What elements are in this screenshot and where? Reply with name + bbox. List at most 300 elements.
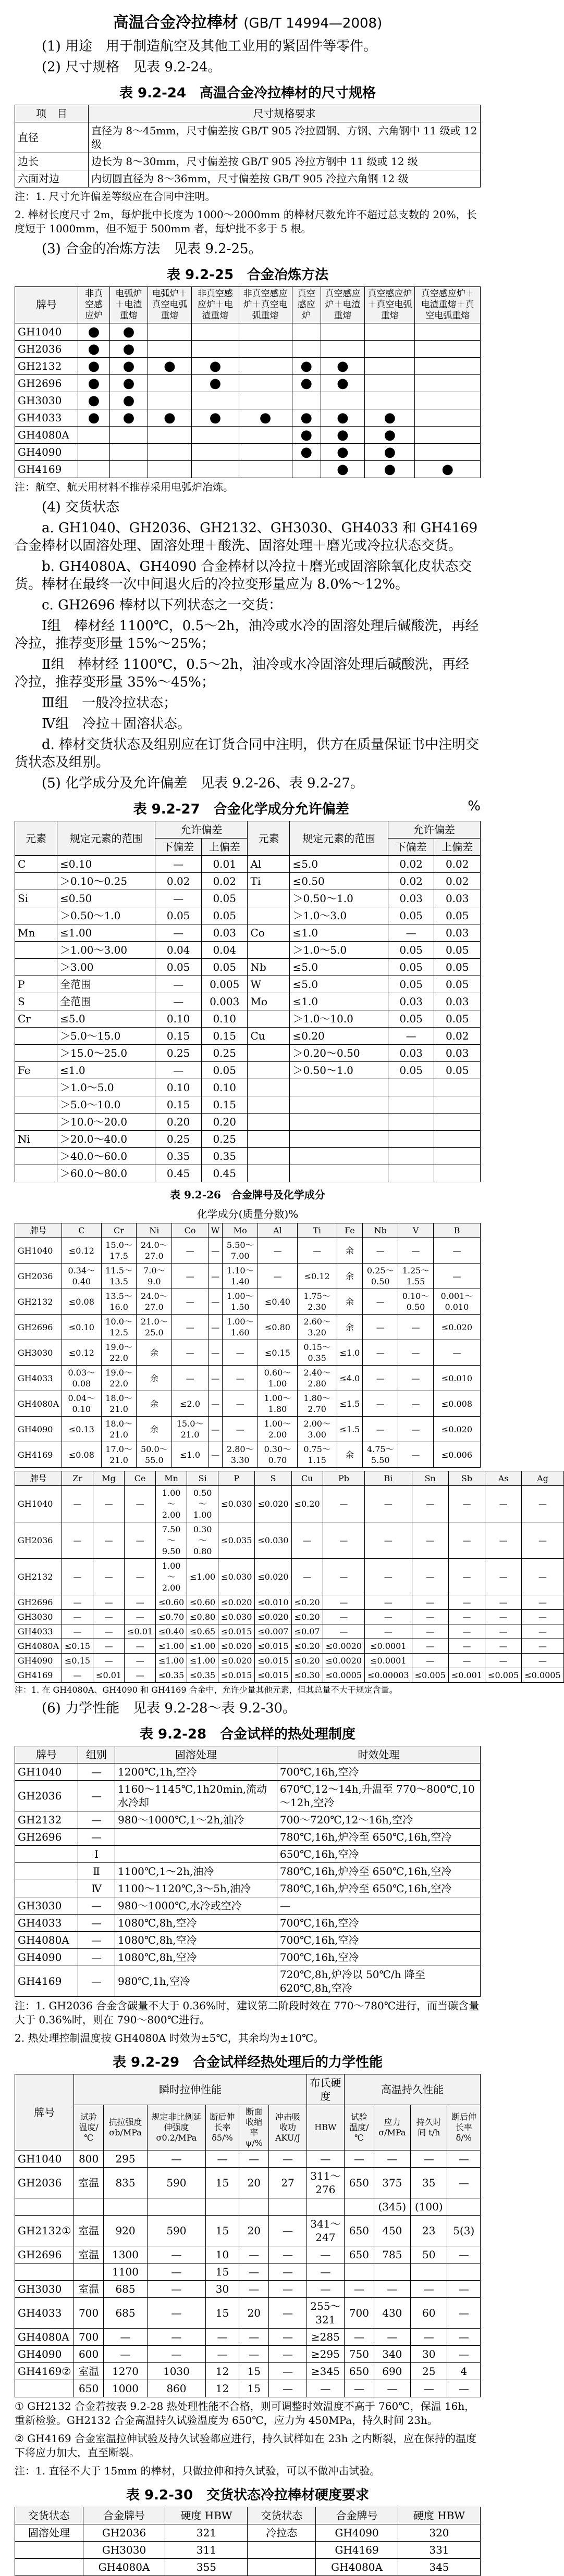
- table-cell: 750: [345, 2346, 374, 2363]
- table-cell: ＞0.50～1.0: [290, 1062, 388, 1079]
- dot-mark: ●: [148, 358, 191, 375]
- table-cell: ≤0.15: [62, 1654, 93, 1668]
- table-row: [15, 942, 481, 959]
- table-cell: 直径: [15, 122, 89, 153]
- table-row: [15, 1079, 481, 1096]
- table-cell: [239, 461, 292, 478]
- table-cell: ≤0.0001: [365, 1639, 412, 1654]
- table-cell: Ni: [15, 1131, 57, 1148]
- table-cell: ≤0.015: [255, 1639, 291, 1654]
- table-row: [15, 2298, 481, 2329]
- table-cell: [148, 341, 191, 358]
- table-cell: —: [78, 1966, 115, 1997]
- table-cell: ＞5.0～15.0: [57, 1028, 155, 1045]
- table-cell: 0.05: [388, 907, 434, 924]
- table-cell: 12: [205, 2380, 239, 2397]
- table-cell: —: [447, 2168, 481, 2198]
- table-row: [15, 1781, 481, 1811]
- table-row: [15, 1010, 481, 1028]
- table-cell: [15, 959, 57, 976]
- table-row: [15, 1915, 481, 1932]
- table-cell: —: [125, 1639, 156, 1654]
- table-cell: 1160～1145℃,1h20min,流动水冷却: [115, 1781, 277, 1811]
- table-cell: [248, 1062, 290, 1079]
- table-cell: —: [388, 1028, 434, 1045]
- table-cell: GH2132: [15, 1559, 62, 1595]
- table-cell: ≤0.50: [290, 873, 388, 890]
- table-cell: 0.02: [434, 1028, 481, 1045]
- table-cell: GH4080A: [15, 2329, 74, 2346]
- table-cell: ≤0.020: [255, 1559, 291, 1595]
- table-cell: 590: [148, 2216, 206, 2246]
- table-row: [15, 1096, 481, 1114]
- table-header: 试验温度/℃: [345, 2105, 374, 2150]
- table-cell: [434, 1131, 481, 1148]
- table-cell: 室温: [74, 2281, 104, 2298]
- table-cell: 0.04: [201, 942, 248, 959]
- dot-mark: ●: [365, 461, 415, 478]
- table-cell: 7.0～9.0: [137, 1264, 172, 1289]
- table-cell: S: [15, 993, 57, 1010]
- table-header: 硬度 HBW: [398, 2507, 480, 2524]
- table-row: [15, 1654, 564, 1668]
- table-cell: —: [374, 2281, 410, 2298]
- table-cell: —: [323, 1624, 364, 1639]
- table-header: Mg: [93, 1471, 125, 1486]
- table-cell: 0.60～1.00: [258, 1366, 298, 1391]
- table-cell: 800: [74, 2150, 104, 2168]
- table-row: [15, 1966, 481, 1997]
- table-cell: Ⅰ: [78, 1846, 115, 1863]
- table-header: 瞬时拉伸性能: [74, 2074, 306, 2105]
- table-cell: [415, 358, 481, 375]
- table-26-caption: 表 9.2-26 合金牌号及化学成分: [170, 1189, 325, 1201]
- table-cell: [415, 427, 481, 444]
- table-row: [15, 1223, 481, 1238]
- table-cell: —: [269, 2329, 306, 2346]
- table-cell: —: [269, 2298, 306, 2329]
- table-row: [15, 323, 481, 341]
- table-cell: 0.03: [388, 993, 434, 1010]
- table-cell: Ⅳ: [78, 1880, 115, 1897]
- table-cell: ≤0.0005: [522, 1668, 563, 1683]
- table-cell: 0.05: [434, 907, 481, 924]
- table-cell: [74, 2198, 104, 2216]
- table-cell: (345): [374, 2198, 410, 2216]
- table-cell: [248, 907, 290, 924]
- table-cell: ≤0.35: [156, 1668, 187, 1683]
- table-cell: 650: [345, 2246, 374, 2264]
- table-cell: 0.50～1.00: [187, 1486, 218, 1522]
- table-cell: ＞3.00: [57, 959, 155, 976]
- table-header: 牌号: [15, 1471, 62, 1486]
- table-row: [15, 2168, 481, 2198]
- table-cell: [148, 392, 191, 409]
- table-cell: [15, 1114, 57, 1131]
- table-cell: —: [363, 1391, 398, 1417]
- table-header: 冲击吸收功 AKU/J: [269, 2105, 306, 2150]
- table-header: 非真空感应炉: [78, 287, 110, 323]
- table-24: [15, 105, 481, 187]
- table-cell: —: [93, 1654, 125, 1668]
- section-4-item: Ⅰ组 棒材经 1100℃，0.5～2h，油冷或水冷的固溶处理后碱酸洗，再经冷拉，推荐变形量 15%～25%；: [15, 618, 479, 652]
- table-row: [15, 2559, 481, 2576]
- table-cell: —: [345, 2380, 374, 2397]
- table-cell: ≥285: [306, 2329, 344, 2346]
- table-cell: —: [93, 1522, 125, 1559]
- table-row: [15, 1610, 564, 1624]
- table-header: 真空感应炉＋电渣重熔＋真空电弧重熔: [415, 287, 481, 323]
- table-row: [15, 1442, 481, 1468]
- table-cell: GH4090: [15, 1949, 78, 1966]
- table-row: [15, 1165, 481, 1182]
- table-cell: ≤1.0: [290, 993, 388, 1010]
- table-cell: GH2696: [15, 2246, 74, 2264]
- table-header: 断面收缩率 ψ/%: [239, 2105, 269, 2150]
- table-cell: —: [208, 1417, 222, 1442]
- table-cell: 0.03～0.08: [62, 1366, 102, 1391]
- table-cell: —: [485, 1522, 522, 1559]
- table-cell: —: [155, 890, 202, 907]
- table-cell: 19.0～22.0: [101, 1366, 137, 1391]
- table-cell: 余: [337, 1264, 363, 1289]
- table-cell: 余: [137, 1366, 172, 1391]
- table-cell: ≤0.60: [156, 1595, 187, 1610]
- table-header: 合金牌号: [316, 2507, 398, 2524]
- table-row: [15, 1315, 481, 1340]
- table-cell: —: [433, 1264, 480, 1289]
- table-26-part-a: [15, 1223, 481, 1468]
- table-cell: —: [412, 1654, 448, 1668]
- table-cell: [415, 392, 481, 409]
- table-cell: ≤0.10: [62, 1315, 102, 1340]
- table-cell: —: [172, 1340, 209, 1366]
- table-cell: 1.80～2.70: [297, 1391, 337, 1417]
- table-cell: ≤0.20: [290, 1028, 388, 1045]
- table-cell: —: [208, 1238, 222, 1264]
- table-cell: [78, 461, 110, 478]
- table-cell: ≤1.0: [172, 1442, 209, 1468]
- table-cell: 0.15～0.35: [297, 1340, 337, 1366]
- table-cell: —: [412, 1559, 448, 1595]
- table-header: HBW: [306, 2105, 344, 2150]
- table-cell: 0.30～0.80: [187, 1522, 218, 1559]
- table-cell: —: [223, 1417, 258, 1442]
- table-cell: —: [363, 1340, 398, 1366]
- table-cell: 0.03: [201, 924, 248, 942]
- table-29-note-2: ② GH4169 合金室温拉伸试验及持久试验都应进行，持久试样如在 23h 之内断裂，应在保持的温度下将应力加大，直至断裂。: [15, 2432, 477, 2459]
- table-cell: GH2696: [15, 375, 78, 392]
- section-4-item: Ⅲ组 一般冷拉状态；: [42, 695, 177, 711]
- table-row: [15, 1559, 564, 1595]
- table-cell: —: [345, 2150, 374, 2168]
- table-cell: ≥295: [306, 2346, 344, 2363]
- table-cell: 1270: [103, 2363, 147, 2380]
- table-cell: [110, 444, 148, 461]
- table-header: W: [208, 1223, 222, 1238]
- table-30: [15, 2507, 481, 2576]
- table-cell: —: [62, 1486, 93, 1522]
- table-cell: —: [208, 1289, 222, 1315]
- table-cell: ≤0.0005: [323, 1668, 364, 1683]
- table-cell: [248, 2542, 316, 2559]
- table-cell: [292, 461, 321, 478]
- table-cell: 331: [398, 2542, 480, 2559]
- section-4-item: Ⅳ组 冷拉＋固溶状态。: [42, 716, 191, 732]
- table-cell: —: [103, 2329, 147, 2346]
- table-cell: 1.00～2.00: [258, 1417, 298, 1442]
- table-cell: [239, 2198, 269, 2216]
- dot-mark: ●: [110, 323, 148, 341]
- table-cell: 1100℃,1～2h,油冷: [115, 1863, 277, 1880]
- table-cell: 60: [410, 2298, 447, 2329]
- table-cell: [248, 890, 290, 907]
- table-cell: 7.50～9.50: [156, 1522, 187, 1559]
- table-cell: [447, 2264, 481, 2281]
- table-cell: 19.0～22.0: [101, 1340, 137, 1366]
- table-cell: —: [433, 1340, 480, 1366]
- table-cell: [15, 1846, 78, 1863]
- dot-mark: ●: [321, 375, 364, 392]
- table-row: [15, 2346, 481, 2363]
- table-cell: ≤0.020: [255, 1486, 291, 1522]
- table-cell: ≤0.08: [62, 1289, 102, 1315]
- table-cell: [248, 1096, 290, 1114]
- table-row: [15, 461, 481, 478]
- table-row: [15, 2216, 481, 2246]
- table-cell: GH2132①: [15, 2216, 74, 2246]
- table-cell: 0.05: [155, 907, 202, 924]
- table-cell: 785: [374, 2246, 410, 2264]
- table-cell: 0.15: [201, 1096, 248, 1114]
- table-cell: —: [412, 1610, 448, 1624]
- table-cell: —: [447, 2329, 481, 2346]
- table-row: [15, 1624, 564, 1639]
- table-cell: 700℃,16h,空冷: [277, 1764, 480, 1781]
- table-header: 允许偏差: [155, 821, 248, 839]
- table-cell: 700℃,16h,空冷: [277, 1915, 480, 1932]
- table-cell: [15, 1045, 57, 1062]
- table-cell: ≤1.00: [187, 1639, 218, 1654]
- table-cell: —: [522, 1654, 563, 1668]
- table-cell: ≤0.010: [433, 1366, 480, 1391]
- table-row: [15, 1366, 481, 1391]
- table-row: [15, 1764, 481, 1781]
- table-cell: —: [78, 1915, 115, 1932]
- table-cell: —: [172, 1366, 209, 1391]
- table-cell: —: [388, 924, 434, 942]
- table-cell: 650: [74, 2380, 104, 2397]
- table-row: [15, 341, 481, 358]
- table-cell: —: [522, 1624, 563, 1639]
- table-cell: 700℃,16h,空冷: [277, 1949, 480, 1966]
- table-row: [15, 2150, 481, 2168]
- table-cell: —: [522, 1595, 563, 1610]
- table-30-caption: 表 9.2-30 交货状态冷拉棒材硬度要求: [126, 2487, 370, 2503]
- table-cell: ≤5.0: [290, 959, 388, 976]
- table-26-subcaption: 化学成分(质量分数)%: [197, 1208, 299, 1220]
- table-cell: [248, 1131, 290, 1148]
- table-cell: 余: [337, 1315, 363, 1340]
- table-cell: Cr: [15, 1010, 57, 1028]
- table-cell: 余: [337, 1442, 363, 1468]
- table-cell: 15.0～17.5: [101, 1238, 137, 1264]
- table-cell: —: [291, 1522, 323, 1559]
- dot-mark: ●: [78, 375, 110, 392]
- table-cell: 0.20: [155, 1114, 202, 1131]
- table-cell: GH2036: [15, 2168, 74, 2198]
- table-cell: 15: [205, 2264, 239, 2281]
- table-cell: —: [223, 1366, 258, 1391]
- table-cell: Ⅱ: [78, 1863, 115, 1880]
- table-cell: [306, 2198, 344, 2216]
- table-row: [15, 2246, 481, 2264]
- table-cell: —: [62, 1559, 93, 1595]
- table-row: [15, 1668, 564, 1683]
- table-cell: —: [323, 1522, 364, 1559]
- table-header: Nb: [363, 1223, 398, 1238]
- table-cell: GH3030: [15, 2281, 74, 2298]
- table-header: 项 目: [15, 105, 89, 122]
- table-cell: 1.00～2.00: [156, 1559, 187, 1595]
- table-row: [15, 1264, 481, 1289]
- table-cell: GH4033: [15, 1624, 62, 1639]
- dot-mark: ●: [110, 409, 148, 427]
- table-cell: [415, 323, 481, 341]
- table-cell: 0.02: [434, 856, 481, 873]
- table-cell: 13.5～16.0: [101, 1289, 137, 1315]
- table-header: Mo: [223, 1223, 258, 1238]
- table-header: 规定非比例延伸强度 σ0.2/MPa: [148, 2105, 206, 2150]
- table-cell: 室温: [74, 2168, 104, 2198]
- table-cell: 10: [205, 2246, 239, 2264]
- table-cell: 11.5～13.5: [101, 1264, 137, 1289]
- table-cell: [248, 1114, 290, 1131]
- table-cell: [239, 444, 292, 461]
- table-row: [15, 2363, 481, 2380]
- table-cell: —: [78, 1949, 115, 1966]
- table-cell: GH2696: [15, 1315, 62, 1340]
- table-cell: —: [374, 2380, 410, 2397]
- table-cell: ＞10.0～20.0: [57, 1114, 155, 1131]
- table-cell: 0.005: [201, 976, 248, 993]
- table-cell: 0.03: [434, 924, 481, 942]
- dot-mark: ●: [292, 427, 321, 444]
- table-cell: ≤0.020: [218, 1595, 255, 1610]
- table-cell: ＞1.0～10.0: [290, 1010, 388, 1028]
- table-cell: ≤0.035: [218, 1522, 255, 1559]
- table-cell: —: [148, 2329, 206, 2346]
- table-cell: 24.0～27.0: [137, 1289, 172, 1315]
- table-cell: 700: [74, 2298, 104, 2329]
- table-cell: [239, 427, 292, 444]
- table-cell: 1030: [148, 2363, 206, 2380]
- table-cell: ≤0.010: [255, 1595, 291, 1610]
- table-cell: 0.30～0.70: [258, 1442, 298, 1468]
- table-cell: —: [323, 1610, 364, 1624]
- table-cell: —: [306, 2150, 344, 2168]
- table-cell: ≤0.0001: [365, 1654, 412, 1668]
- table-cell: [15, 2198, 74, 2216]
- table-cell: —: [374, 2329, 410, 2346]
- table-29-note-1: ① GH2132 合金若按表 9.2-28 热处理性能不合格，则可调整时效温度不高于 760℃，保温 16h，重新检验。GH2132 合金高温持久试验温度为 650℃，应力为 450MPa，持久时间 23h。: [15, 2400, 475, 2427]
- table-header: 牌号: [15, 2074, 74, 2150]
- table-cell: P: [15, 976, 57, 993]
- table-cell: [148, 444, 191, 461]
- table-header: 牌号: [15, 1223, 62, 1238]
- table-cell: —: [363, 1238, 398, 1264]
- table-cell: GH3030: [15, 1340, 62, 1366]
- table-cell: 0.04: [155, 942, 202, 959]
- table-cell: 0.35: [201, 1148, 248, 1165]
- table-cell: —: [365, 1610, 412, 1624]
- table-cell: 17.0～21.0: [101, 1442, 137, 1468]
- table-cell: —: [155, 856, 202, 873]
- table-cell: [434, 1148, 481, 1165]
- table-row: [15, 409, 481, 427]
- table-row: [15, 1486, 564, 1522]
- section-4-item: (4) 交货状态: [42, 499, 120, 515]
- table-cell: GH2132: [15, 1289, 62, 1315]
- dot-mark: ●: [78, 392, 110, 409]
- table-cell: ≤0.030: [218, 1486, 255, 1522]
- dot-mark: ●: [110, 358, 148, 375]
- table-cell: 0.10～0.50: [398, 1289, 434, 1315]
- table-cell: ≤0.015: [255, 1654, 291, 1668]
- table-cell: C: [15, 856, 57, 873]
- table-cell: 20: [239, 2168, 269, 2198]
- table-24-caption: 表 9.2-24 高温合金冷拉棒材的尺寸规格: [119, 85, 376, 101]
- table-cell: 835: [103, 2168, 147, 2198]
- table-cell: ≤0.020: [433, 1417, 480, 1442]
- table-cell: ≤0.70: [156, 1610, 187, 1624]
- dot-mark: ●: [365, 427, 415, 444]
- table-cell: —: [410, 2380, 447, 2397]
- table-header: Mn: [156, 1471, 187, 1486]
- table-cell: 1.25～1.55: [398, 1264, 434, 1289]
- dot-mark: ●: [78, 409, 110, 427]
- table-cell: GH3030: [15, 1897, 78, 1915]
- table-cell: ≤0.008: [433, 1391, 480, 1417]
- table-cell: 4: [447, 2363, 481, 2380]
- table-cell: —: [522, 1610, 563, 1624]
- dot-mark: ●: [148, 409, 191, 427]
- table-cell: ≤1.00: [187, 1654, 218, 1668]
- table-cell: 0.02: [155, 873, 202, 890]
- table-header: V: [398, 1223, 434, 1238]
- table-cell: ≤0.030: [255, 1522, 291, 1559]
- dot-mark: ●: [192, 375, 239, 392]
- table-cell: 50.0～55.0: [137, 1442, 172, 1468]
- table-cell: 5.50～7.00: [223, 1238, 258, 1264]
- table-cell: —: [223, 1340, 258, 1366]
- table-cell: 0.02: [201, 873, 248, 890]
- table-cell: [321, 323, 364, 341]
- table-cell: Mn: [15, 924, 57, 942]
- table-cell: —: [125, 1595, 156, 1610]
- table-header: 牌号: [15, 287, 78, 323]
- table-cell: —: [277, 1897, 480, 1915]
- table-26-part-b: [15, 1471, 564, 1683]
- table-cell: —: [269, 2346, 306, 2363]
- table-header: Ti: [297, 1223, 337, 1238]
- table-header: Ni: [137, 1223, 172, 1238]
- table-cell: 12: [205, 2363, 239, 2380]
- table-cell: [248, 1010, 290, 1028]
- table-cell: —: [363, 1417, 398, 1442]
- table-cell: 0.05: [388, 942, 434, 959]
- table-row: [15, 1471, 564, 1486]
